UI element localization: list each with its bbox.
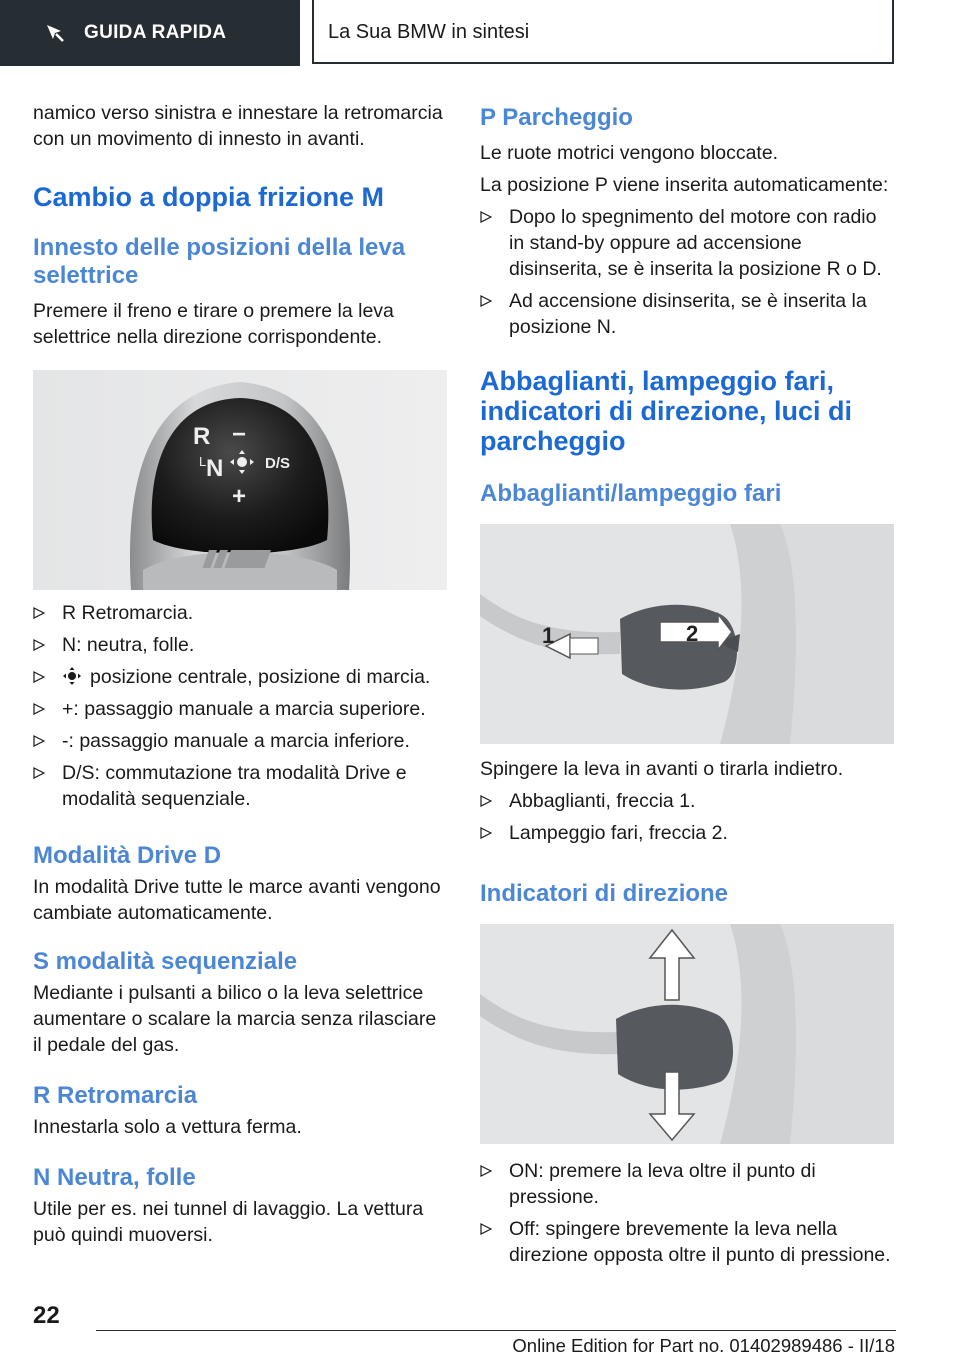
list-item: -: passaggio manuale a marcia inferiore. — [33, 728, 449, 754]
bullet-triangle-icon — [480, 795, 492, 807]
knob-label-r: R — [193, 423, 211, 450]
parcheggio-list — [480, 204, 896, 340]
arrow-label-1: 1 — [542, 623, 555, 648]
arrow-label-2: 2 — [686, 621, 699, 646]
heading-retromarcia: R Retromarcia — [33, 1082, 198, 1109]
bullet-triangle-icon — [480, 1223, 492, 1235]
indicatori-list — [480, 1158, 896, 1268]
left-column — [33, 100, 449, 1248]
bullet-triangle-icon — [33, 639, 45, 651]
parcheggio-text-2: La posizione P viene inserita automaticamente: — [480, 174, 889, 196]
bullet-triangle-icon — [33, 735, 45, 747]
bullet-triangle-icon — [33, 607, 45, 619]
list-item: posizione centrale, posizione di marcia. — [33, 664, 449, 690]
list-item: Ad accensione disinserita, se è inserita la posizione N. — [480, 288, 896, 340]
turn-signal-lever-image — [480, 924, 894, 1144]
heading-luci: Abbaglianti, lampeggio fari, indicatori di direzione, luci di parcheggio — [480, 366, 853, 456]
list-item: Dopo lo spegnimento del motore con radio in stand-by oppure ad accensione disinserita, se è inserita la posizione R o D. — [480, 204, 896, 282]
bullet-triangle-icon — [480, 1165, 492, 1177]
list-item: N: neutra, folle. — [33, 632, 449, 658]
heading-innesto: Innesto delle posizioni della leva selettrice — [33, 234, 406, 289]
retromarcia-text: Innestarla solo a vettura ferma. — [33, 1116, 302, 1138]
quick-guide-icon — [44, 22, 66, 44]
heading-parcheggio: P Parcheggio — [480, 104, 633, 131]
innesto-text: Premere il freno e tirare o premere la leva selettrice nella direzione corrispondente. — [33, 300, 394, 348]
list-item: Lampeggio fari, freccia 2. — [480, 820, 896, 846]
heading-drive: Modalità Drive D — [33, 842, 222, 869]
page-header — [312, 0, 894, 64]
knob-label-l: L — [199, 454, 207, 469]
abbaglianti-text: Spingere la leva in avanti o tirarla indietro. — [480, 758, 844, 780]
right-column — [480, 104, 896, 1268]
heading-sequenziale: S modalità sequenziale — [33, 948, 298, 975]
section-label: GUIDA RAPIDA — [84, 22, 227, 43]
bullet-triangle-icon — [480, 295, 492, 307]
section-tab[interactable] — [0, 0, 300, 66]
list-item: Abbaglianti, freccia 1. — [480, 788, 896, 814]
list-item: Off: spingere brevemente la leva nella direzione opposta oltre il punto di pressione. — [480, 1216, 896, 1268]
heading-cambio: Cambio a doppia frizione M — [33, 182, 385, 212]
list-item: ON: premere la leva oltre il punto di pressione. — [480, 1158, 896, 1210]
heading-abbaglianti: Abbaglianti/lampeggio fari — [480, 480, 782, 507]
center-position-icon — [62, 666, 82, 686]
abbaglianti-list — [480, 788, 896, 846]
parcheggio-text-1: Le ruote motrici vengono bloccate. — [480, 142, 779, 164]
list-item: +: passaggio manuale a marcia superiore. — [33, 696, 449, 722]
page-title: La Sua BMW in sintesi — [328, 21, 530, 43]
knob-label-minus: − — [232, 421, 247, 448]
sequenziale-text: Mediante i pulsanti a bilico o la leva selettrice aumentare o scalare la marcia senza rilasciare il pedale del gas. — [33, 982, 437, 1056]
intro-text: namico verso sinistra e innestare la retromarcia con un movimento di innesto in avanti. — [33, 102, 443, 150]
bullet-triangle-icon — [480, 211, 492, 223]
bullet-triangle-icon — [480, 827, 492, 839]
high-beam-lever-image — [480, 524, 894, 744]
page-number: 22 — [33, 1302, 60, 1329]
gear-knob-image — [33, 370, 447, 590]
neutra-text: Utile per es. nei tunnel di lavaggio. La vettura può quindi muoversi. — [33, 1198, 424, 1246]
list-item: R Retromarcia. — [33, 600, 449, 626]
heading-indicatori: Indicatori di direzione — [480, 880, 729, 907]
knob-label-plus: + — [232, 483, 247, 510]
heading-neutra: N Neutra, folle — [33, 1164, 196, 1191]
bullet-triangle-icon — [33, 767, 45, 779]
list-item: D/S: commutazione tra modalità Drive e modalità sequenziale. — [33, 760, 449, 812]
edition-text: Online Edition for Part no. 01402989486 - II/18 — [512, 1335, 895, 1356]
gear-position-list — [33, 600, 449, 812]
bullet-triangle-icon — [33, 671, 45, 683]
knob-label-ds: D/S — [265, 455, 291, 472]
knob-label-n: N — [206, 455, 224, 482]
footer-divider — [96, 1330, 896, 1331]
bullet-triangle-icon — [33, 703, 45, 715]
drive-text: In modalità Drive tutte le marce avanti vengono cambiate automaticamente. — [33, 876, 441, 924]
